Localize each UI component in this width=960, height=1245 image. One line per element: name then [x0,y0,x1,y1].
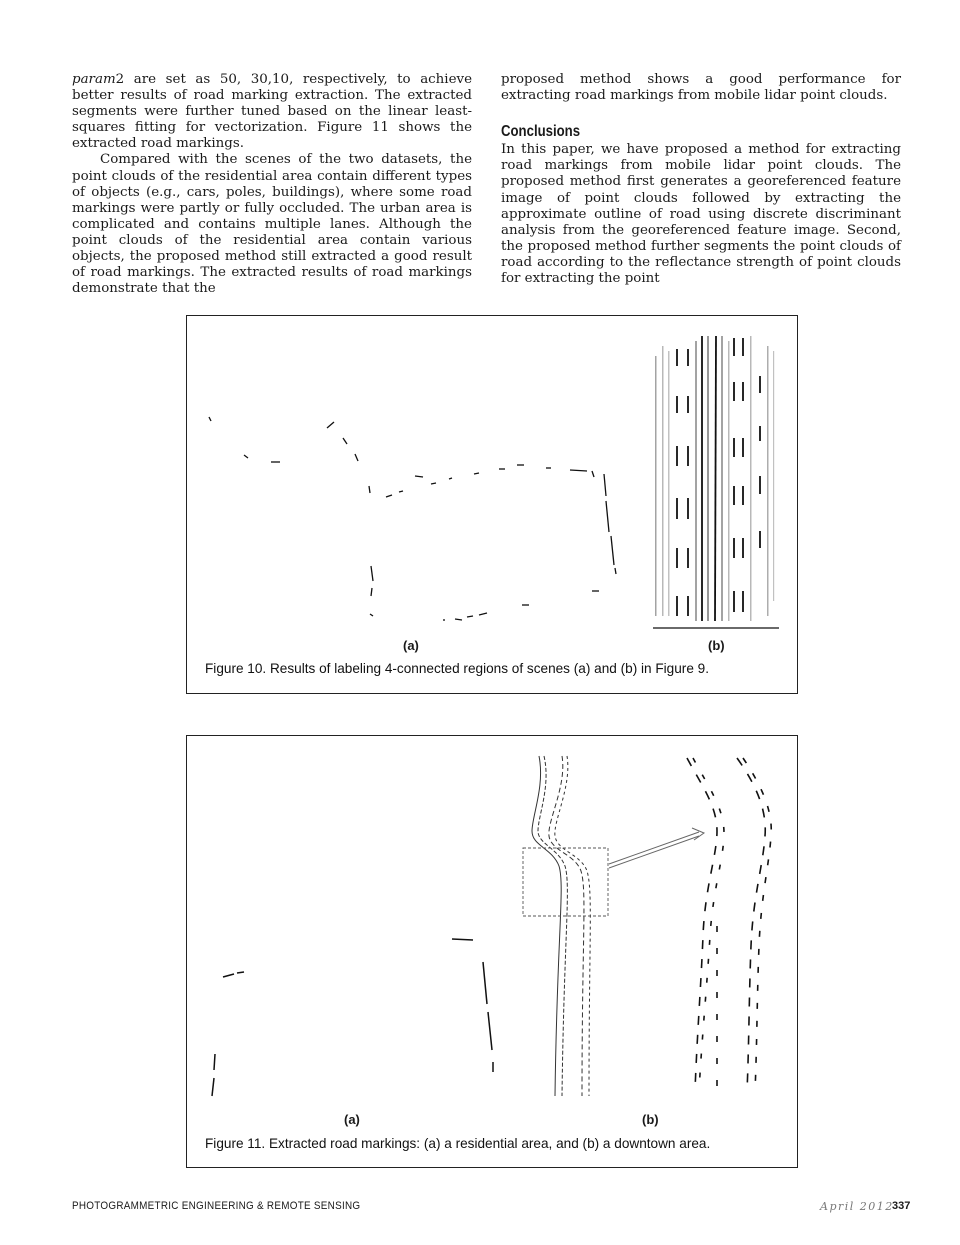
fig11-panel-b-overview [532,756,590,1096]
figure-10 [186,315,798,694]
fig10-panel-b-markings [677,336,760,621]
fig11-panel-a-markings [212,939,493,1096]
fig11-label-b: (b) [642,1112,659,1127]
figure-11 [186,735,798,1168]
fig10-caption: Figure 10. Results of labeling 4-connected regions of scenes (a) and (b) in Figure 9. [205,661,709,676]
figure-11-graphic [187,736,797,1167]
fig11-zoom-arrow [609,828,704,868]
left-paragraph-1-text: 2 are set as 50, 30,10, respectively, to achieve better results of road marking extraction. The extracted segments were further tuned based on the linear least-squares fitting for vectorization. Figure 11 shows the extracted road markings. [72,72,472,152]
fig11-label-a: (a) [344,1112,360,1127]
left-paragraph-2: Compared with the scenes of the two datasets, the point clouds of the residential area contain different types of objects (e.g., cars, poles, buildings), where some road markings were partly or fully occluded. The urban area is complicated and contains multiple lanes. Although the point clouds of the residential area contain various objects, the proposed method still extracted a good result of road markings. The extracted results of road markings demonstrate that the [72,152,472,297]
fig11-panel-b-zoom-markings [687,758,771,1091]
footer-page-number: 337 [892,1200,911,1212]
fig11-zoom-box [523,848,608,916]
fig10-label-b: (b) [708,638,725,653]
right-column [501,72,901,287]
left-column [72,72,472,297]
fig10-panel-a-markings [209,417,616,620]
left-paragraph-1 [72,72,472,152]
fig10-label-a: (a) [403,638,419,653]
figure-10-graphic [187,316,797,693]
fig11-caption: Figure 11. Extracted road markings: (a) a residential area, and (b) a downtown area. [205,1136,711,1151]
footer-date: April 2012 [820,1200,894,1213]
param-italic: param [72,72,116,87]
right-paragraph-1: proposed method shows a good performance for extracting road markings from mobile lidar point clouds. [501,72,901,104]
footer-journal-name: PHOTOGRAMMETRIC ENGINEERING & REMOTE SENSING [72,1200,361,1212]
right-paragraph-2: In this paper, we have proposed a method for extracting road markings from mobile lidar point clouds. The proposed method first generates a georeferenced feature image of point clouds followed by extracting the approximate outline of road using discrete discriminant analysis from the georeferenced feature image. Second, the proposed method further segments the point clouds of road according to the reflectance strength of point clouds for extracting the point [501,142,901,287]
conclusions-heading: Conclusions [501,123,581,141]
